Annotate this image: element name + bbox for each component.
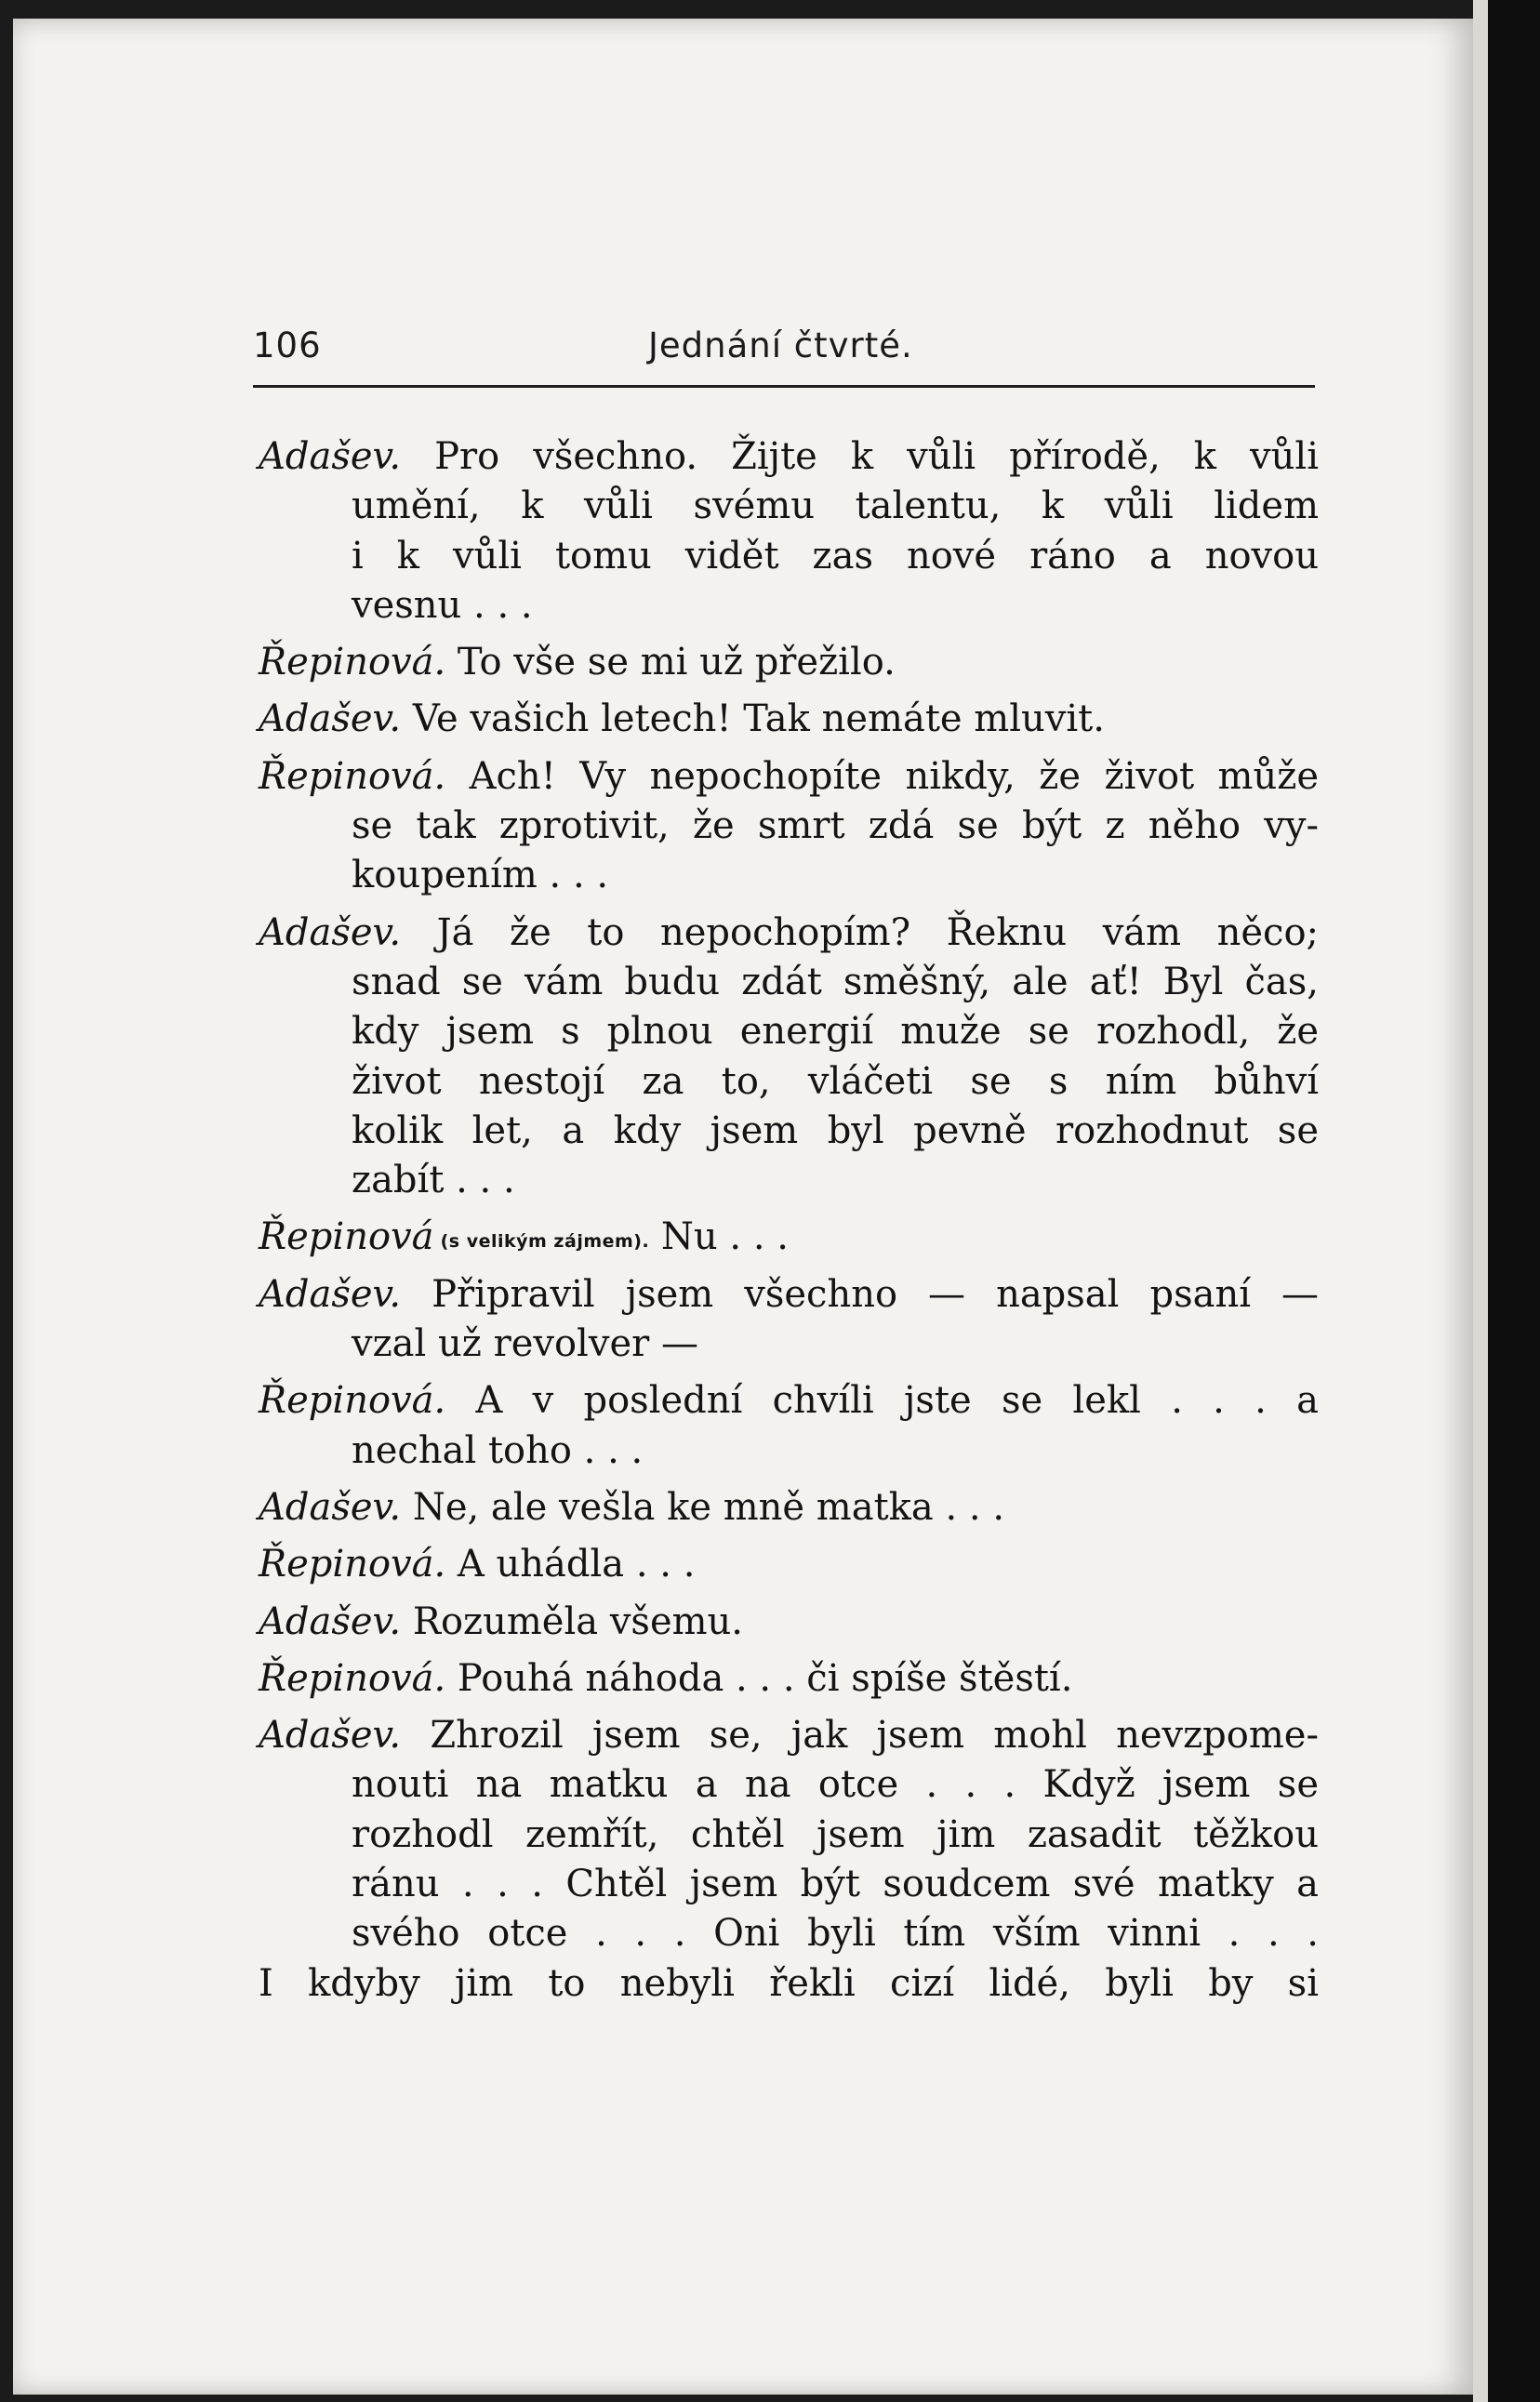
- running-head: Jednání čtvrté.: [648, 325, 913, 365]
- text-line: [259, 638, 1319, 687]
- line-text: život nestojí za to, vláčeti se s ním bůhví: [352, 1059, 1319, 1103]
- scan-background: [1488, 0, 1540, 2402]
- speaker-name: Adašev.: [259, 697, 402, 741]
- text-line: [259, 1213, 1319, 1262]
- text-line: [259, 1811, 1319, 1860]
- page-number: 106: [253, 325, 322, 365]
- text-line: [259, 1909, 1319, 1958]
- dialogue-text: [259, 432, 1319, 2009]
- text-line: [259, 909, 1319, 958]
- line-text: Ve vašich letech! Tak nemáte mluvit.: [401, 697, 1105, 741]
- text-line: [259, 1711, 1319, 1760]
- text-line: [259, 1156, 1319, 1205]
- text-line: [259, 581, 1319, 630]
- stage-direction: (s velikým zájmem).: [433, 1231, 650, 1253]
- speaker-name: Řepinová.: [259, 641, 446, 684]
- text-line: [259, 1427, 1319, 1476]
- page-edge: [1473, 0, 1488, 2402]
- line-text: i k vůli tomu vidět zas nové ráno a novou: [352, 534, 1319, 577]
- text-line: [259, 695, 1319, 744]
- text-line: [259, 1760, 1319, 1810]
- line-text: A v poslední chvíli jste se lekl . . . a: [445, 1379, 1319, 1423]
- text-line: [259, 1860, 1319, 1909]
- text-line: [259, 1483, 1319, 1533]
- speaker-name: Adašev.: [259, 1599, 402, 1643]
- line-text: zabít . . .: [352, 1159, 515, 1202]
- text-line: [259, 1540, 1319, 1589]
- speaker-name: Řepinová.: [259, 1379, 446, 1423]
- text-line: [259, 1320, 1319, 1369]
- text-line: [259, 1007, 1319, 1056]
- line-text: snad se vám budu zdát směšný, ale ať! Byl čas,: [352, 960, 1319, 1003]
- text-line: [259, 1270, 1319, 1320]
- line-text: kolik let, a kdy jsem byl pevně rozhodnut se: [352, 1108, 1319, 1152]
- line-text: umění, k vůli svému talentu, k vůli lidem: [352, 484, 1319, 528]
- header-rule: [253, 385, 1315, 388]
- text-line: [259, 752, 1319, 802]
- speaker-name: Adašev.: [259, 435, 402, 478]
- text-line: [259, 482, 1319, 531]
- line-text: Pouhá náhoda . . . či spíše štěstí.: [445, 1656, 1073, 1700]
- line-text: Ne, ale vešla ke mně matka . . .: [401, 1485, 1005, 1529]
- text-line: [259, 432, 1319, 482]
- speaker-name: Adašev.: [259, 910, 402, 954]
- line-text: koupením . . .: [352, 854, 609, 897]
- line-text: Zhrozil jsem se, jak jsem mohl nevzpome-: [401, 1714, 1319, 1758]
- text-line: [259, 1598, 1319, 1647]
- line-text: nechal toho . . .: [352, 1428, 644, 1472]
- line-text: Připravil jsem všechno — napsal psaní —: [401, 1272, 1319, 1316]
- text-line: [259, 1107, 1319, 1156]
- speaker-name: Řepinová: [259, 1215, 434, 1259]
- line-text: nouti na matku a na otce . . . Když jsem se: [352, 1763, 1319, 1807]
- line-text: A uhádla . . .: [445, 1543, 696, 1586]
- text-line: [259, 958, 1319, 1007]
- line-text: se tak zprotivit, že smrt zdá se být z něho vy-: [352, 804, 1319, 848]
- line-text: ránu . . . Chtěl jsem být soudcem své matky a: [352, 1863, 1319, 1906]
- text-line: [259, 532, 1319, 581]
- line-text: rozhodl zemřít, chtěl jsem jim zasadit těžkou: [352, 1812, 1319, 1856]
- line-text: I kdyby jim to nebyli řekli cizí lidé, byli by si: [259, 1961, 1319, 2005]
- speaker-name: Adašev.: [259, 1485, 402, 1529]
- line-text: Pro všechno. Žijte k vůli přírodě, k vůli: [401, 435, 1319, 478]
- line-text: Já že to nepochopím? Řeknu vám něco;: [401, 910, 1319, 954]
- line-text: Ach! Vy nepochopíte nikdy, že život může: [445, 754, 1319, 798]
- speaker-name: Adašev.: [259, 1714, 402, 1758]
- line-text: vesnu . . .: [352, 583, 533, 627]
- line-text: vzal už revolver —: [352, 1322, 698, 1366]
- speaker-name: Adašev.: [259, 1272, 402, 1316]
- text-line: [259, 851, 1319, 900]
- text-line: [259, 1057, 1319, 1107]
- text-line: [259, 1654, 1319, 1704]
- text-line: [259, 1376, 1319, 1426]
- line-text: kdy jsem s plnou energií muže se rozhodl, že: [352, 1010, 1319, 1054]
- line-text: svého otce . . . Oni byli tím vším vinni . . .: [352, 1912, 1319, 1956]
- speaker-name: Řepinová.: [259, 754, 446, 798]
- page-header: [253, 325, 1313, 381]
- text-line: [259, 802, 1319, 851]
- text-line: [259, 1959, 1319, 2009]
- speaker-name: Řepinová.: [259, 1543, 446, 1586]
- line-text: Nu . . .: [649, 1215, 789, 1259]
- line-text: Rozuměla všemu.: [401, 1599, 744, 1643]
- speaker-name: Řepinová.: [259, 1656, 446, 1700]
- line-text: To vše se mi už přežilo.: [445, 641, 896, 684]
